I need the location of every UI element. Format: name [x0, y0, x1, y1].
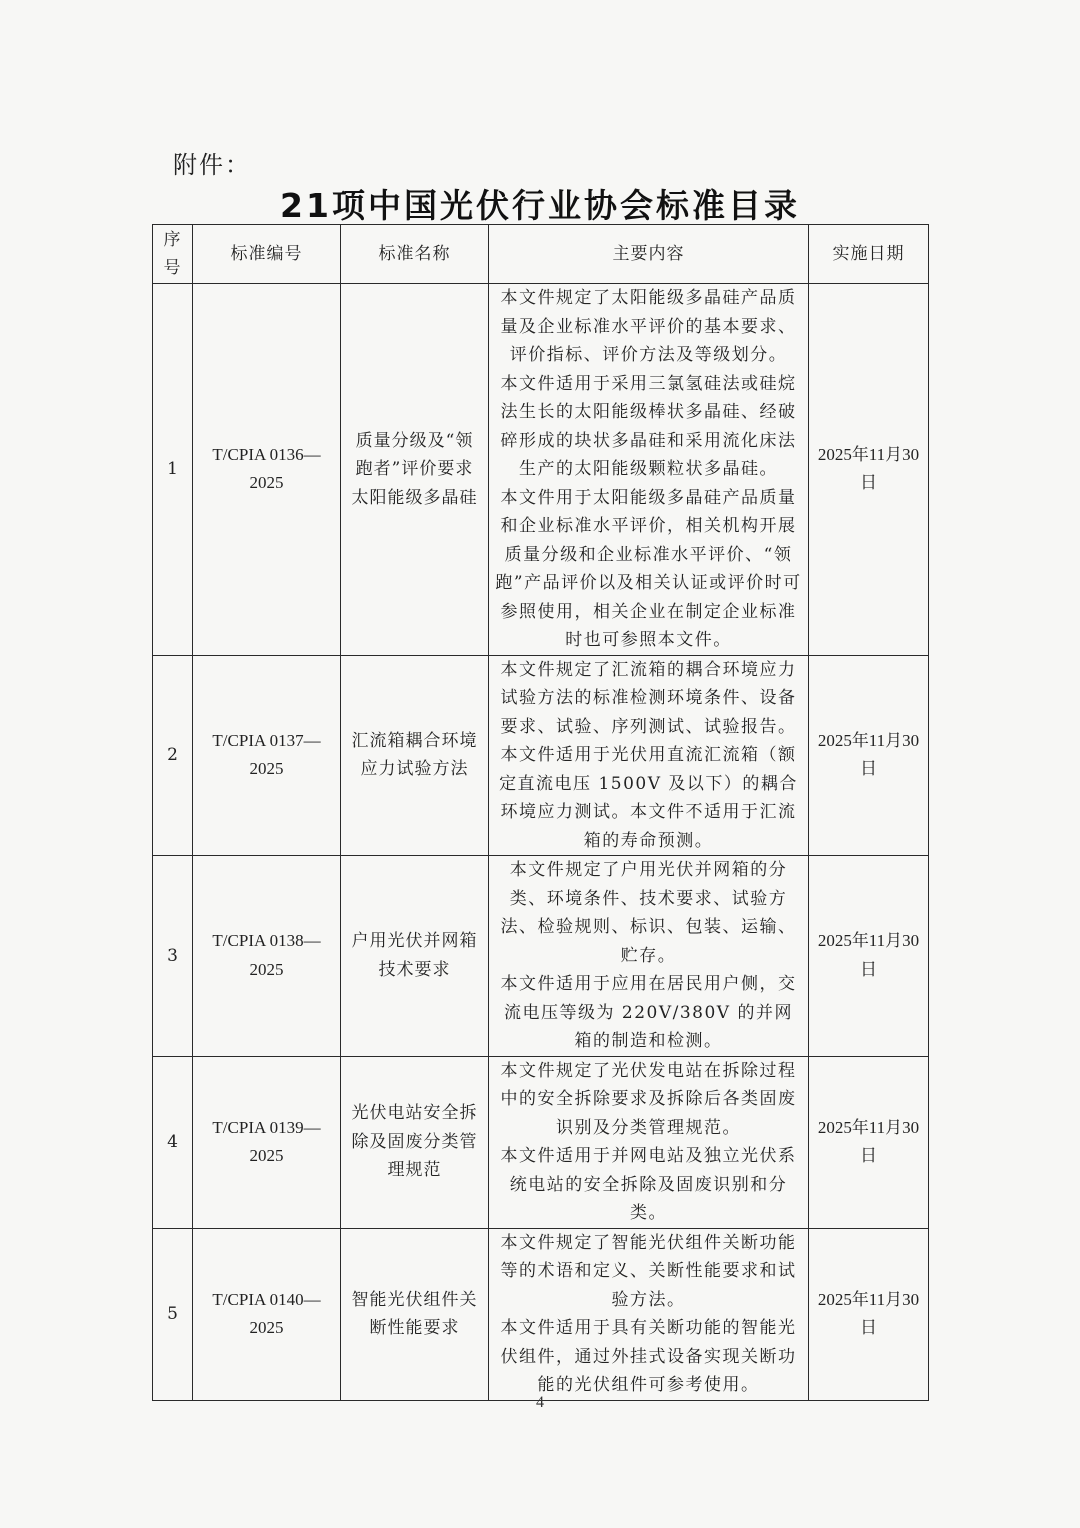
- table-header-row: [153, 225, 929, 284]
- row-name: 智能光伏组件关断性能要求: [341, 1228, 489, 1400]
- content-paragraph: 本文件适用于应用在居民用户侧，交流电压等级为 220V/380V 的并网箱的制造和检测。: [500, 974, 797, 1051]
- page-number: 4: [536, 1394, 544, 1411]
- row-code: T/CPIA 0138—2025: [193, 856, 341, 1057]
- page-title: 21项中国光伏行业协会标准目录: [280, 186, 800, 225]
- row-name: 光伏电站安全拆除及固废分类管理规范: [341, 1056, 489, 1228]
- standards-table: [152, 224, 929, 1401]
- row-date: 2025年11月30日: [809, 1228, 929, 1400]
- attachment-label: 附件：: [173, 151, 251, 179]
- row-code: T/CPIA 0136—2025: [193, 284, 341, 656]
- row-name: 质量分级及“领跑者”评价要求 太阳能级多晶硅: [341, 284, 489, 656]
- row-content: [489, 284, 809, 656]
- row-content: [489, 1228, 809, 1400]
- row-code: T/CPIA 0140—2025: [193, 1228, 341, 1400]
- row-seq: 3: [153, 856, 193, 1057]
- row-content: [489, 856, 809, 1057]
- row-date: 2025年11月30日: [809, 1056, 929, 1228]
- content-paragraph: 本文件规定了户用光伏并网箱的分类、环境条件、技术要求、试验方法、检验规则、标识、包装、运输、贮存。: [500, 860, 797, 966]
- row-content: [489, 1056, 809, 1228]
- content-paragraph: 本文件适用于光伏用直流汇流箱（额定直流电压 1500V 及以下）的耦合环境应力测试。本文件不适用于汇流箱的寿命预测。: [499, 745, 798, 851]
- content-paragraph: 本文件规定了光伏发电站在拆除过程中的安全拆除要求及拆除后各类固废识别及分类管理规范。: [500, 1060, 797, 1138]
- content-paragraph: 本文件适用于具有关断功能的智能光伏组件，通过外挂式设备实现关断功能的光伏组件可参考使用。: [500, 1318, 797, 1395]
- row-seq: 1: [153, 284, 193, 656]
- content-paragraph: 本文件用于太阳能级多晶硅产品质量和企业标准水平评价，相关机构开展质量分级和企业标准水平评价、“领跑”产品评价以及相关认证或评价时可参照使用，相关企业在制定企业标准时也可参照本文件。: [495, 487, 802, 650]
- row-name: 户用光伏并网箱技术要求: [341, 856, 489, 1057]
- row-seq: 4: [153, 1056, 193, 1228]
- row-date: 2025年11月30日: [809, 284, 929, 656]
- row-name: 汇流箱耦合环境应力试验方法: [341, 655, 489, 856]
- header-seq: 序号: [153, 225, 193, 284]
- row-code: T/CPIA 0139—2025: [193, 1056, 341, 1228]
- header-content: 主要内容: [489, 225, 809, 284]
- row-date: 2025年11月30日: [809, 856, 929, 1057]
- content-paragraph: 本文件适用于并网电站及独立光伏系统电站的安全拆除及固废识别和分类。: [500, 1146, 797, 1223]
- table-row: [153, 1056, 929, 1228]
- header-code: 标准编号: [193, 225, 341, 284]
- header-name: 标准名称: [341, 225, 489, 284]
- table-row: [153, 1228, 929, 1400]
- row-seq: 5: [153, 1228, 193, 1400]
- content-paragraph: 本文件适用于采用三氯氢硅法或硅烷法生长的太阳能级棒状多晶硅、经破碎形成的块状多晶硅和采用流化床法生产的太阳能级颗粒状多晶硅。: [500, 373, 797, 479]
- content-paragraph: 本文件规定了智能光伏组件关断功能等的术语和定义、关断性能要求和试验方法。: [500, 1232, 797, 1310]
- header-date: 实施日期: [809, 225, 929, 284]
- table-row: [153, 856, 929, 1057]
- content-paragraph: 本文件规定了汇流箱的耦合环境应力试验方法的标准检测环境条件、设备要求、试验、序列测试、试验报告。: [500, 659, 797, 737]
- row-content: [489, 655, 809, 856]
- table-row: [153, 284, 929, 656]
- row-date: 2025年11月30日: [809, 655, 929, 856]
- row-seq: 2: [153, 655, 193, 856]
- content-paragraph: 本文件规定了太阳能级多晶硅产品质量及企业标准水平评价的基本要求、评价指标、评价方法及等级划分。: [500, 288, 797, 365]
- row-code: T/CPIA 0137—2025: [193, 655, 341, 856]
- table-row: [153, 655, 929, 856]
